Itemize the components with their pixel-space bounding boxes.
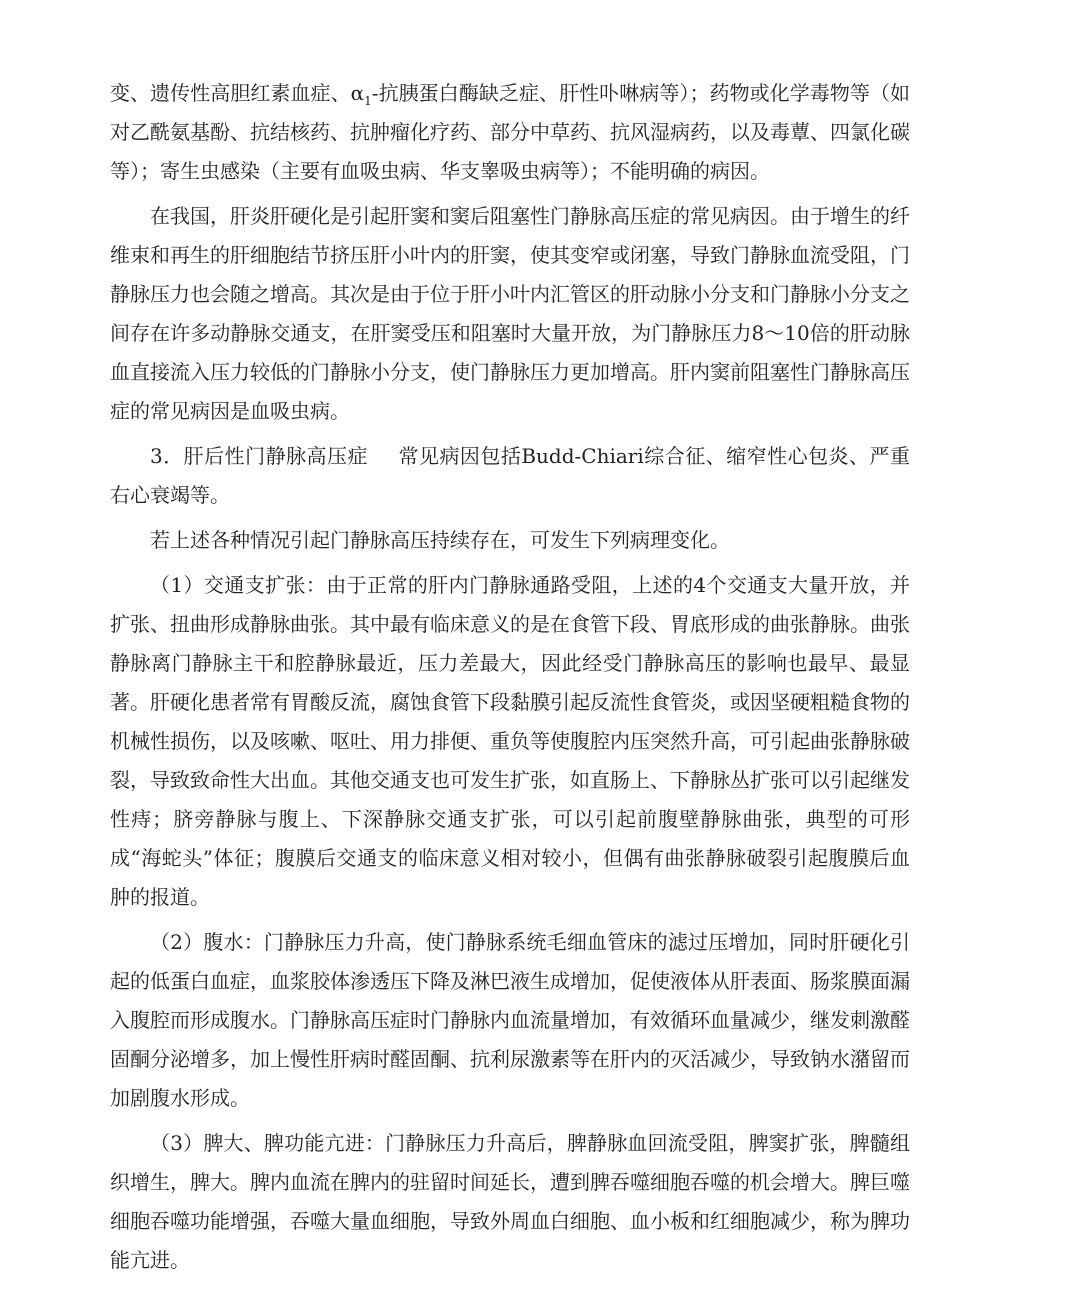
paragraph-text-part-1: 变、遗传性高胆红素血症、α	[110, 81, 365, 105]
paragraph-pathology-intro: 若上述各种情况引起门静脉高压持续存在，可发生下列病理变化。	[150, 528, 730, 552]
paragraph-etiology-continued	[110, 74, 910, 191]
subscript-1: 1	[364, 94, 372, 108]
document-page	[110, 74, 910, 1280]
section-body: 常见病因包括Budd-Chiari综合征、缩窄性心包炎、严重右心衰竭等。	[110, 444, 910, 507]
paragraph-text-part-2: -抗胰蛋白酶缺乏症、肝性卟啉病等）；药物或化学毒物等（如对乙酰氨基酚、抗结核药、抗肿瘤化疗药、部分中草药、抗风湿病药，以及毒蕈、四氯化碳等）；寄生虫感染（主要有血吸虫病、华支睾吸虫病等）；不能明确的病因。	[110, 81, 910, 183]
paragraph-collateral-dilation: （1）交通支扩张：由于正常的肝内门静脉通路受阻，上述的4个交通支大量开放，并扩张、扭曲形成静脉曲张。其中最有临床意义的是在食管下段、胃底形成的曲张静脉。曲张静脉离门静脉主干和腔静脉最近，压力差最大，因此经受门静脉高压的影响也最早、最显著。肝硬化患者常有胃酸反流，腐蚀食管下段黏膜引起反流性食管炎，或因坚硬粗糙食物的机械性损伤，以及咳嗽、呕吐、用力排便、重负等使腹腔内压突然升高，可引起曲张静脉破裂，导致致命性大出血。其他交通支也可发生扩张，如直肠上、下静脉丛扩张可以引起继发性痔；脐旁静脉与腹上、下深静脉交通支扩张，可以引起前腹壁静脉曲张，典型的可形成“海蛇头”体征；腹膜后交通支的临床意义相对较小，但偶有曲张静脉破裂引起腹膜后血肿的报道。	[110, 573, 910, 909]
paragraph-splenomegaly: （3）脾大、脾功能亢进：门静脉压力升高后，脾静脉血回流受阻，脾窦扩张，脾髓组织增生，脾大。脾内血流在脾内的驻留时间延长，遭到脾吞噬细胞吞噬的机会增大。脾巨噬细胞吞噬功能增强，吞噬大量血细胞，导致外周血白细胞、血小板和红细胞减少，称为脾功能亢进。	[110, 1131, 910, 1272]
paragraph-ascites: （2）腹水：门静脉压力升高，使门静脉系统毛细血管床的滤过压增加，同时肝硬化引起的低蛋白血症，血浆胶体渗透压下降及淋巴液生成增加，促使液体从肝表面、肠浆膜面漏入腹腔而形成腹水。门静脉高压症时门静脉内血流量增加，有效循环血量减少，继发刺激醛固酮分泌增多，加上慢性肝病时醛固酮、抗利尿激素等在肝内的灭活减少，导致钠水潴留而加剧腹水形成。	[110, 930, 910, 1110]
section-heading: 3．肝后性门静脉高压症	[150, 444, 368, 468]
paragraph-hepatitis-cirrhosis: 在我国，肝炎肝硬化是引起肝窦和窦后阻塞性门静脉高压症的常见病因。由于增生的纤维束和再生的肝细胞结节挤压肝小叶内的肝窦，使其变窄或闭塞，导致门静脉血流受阻，门静脉压力也会随之增高。其次是由于位于肝小叶内汇管区的肝动脉小分支和门静脉小分支之间存在许多动静脉交通支，在肝窦受压和阻塞时大量开放，为门静脉压力8～10倍的肝动脉血直接流入压力较低的门静脉小分支，使门静脉压力更加增高。肝内窦前阻塞性门静脉高压症的常见病因是血吸虫病。	[110, 204, 910, 423]
paragraph-posthepatic-portal-hypertension	[110, 437, 910, 515]
